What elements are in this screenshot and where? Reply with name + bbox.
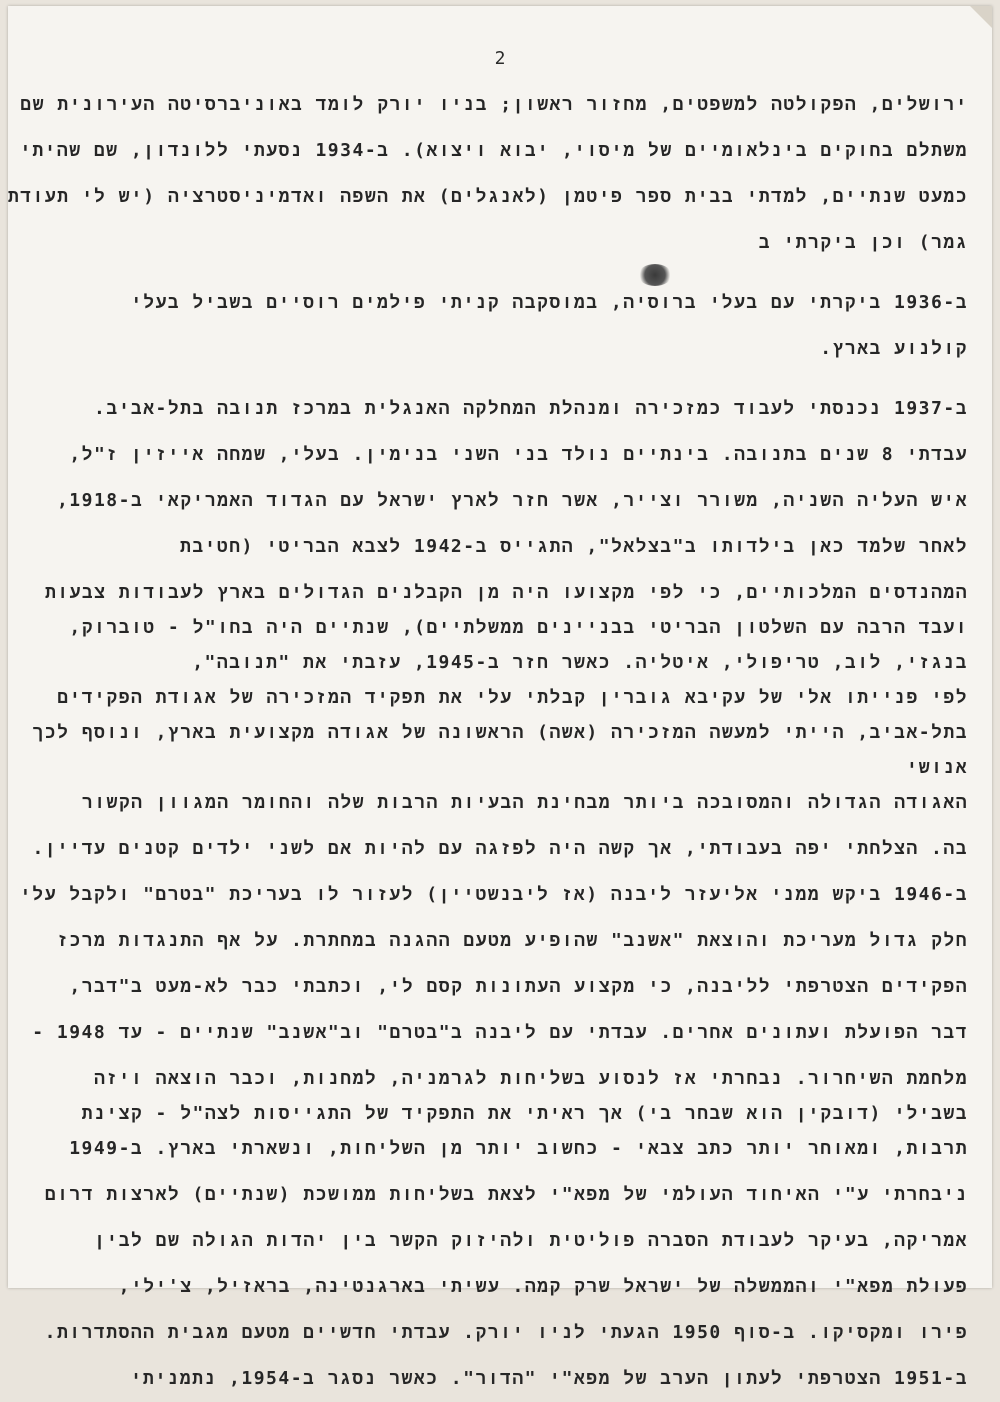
text-line: האגודה הגדולה והמסובכה ביותר מבחינת הבעיות הרבות שלה והחומר המגוון הקשור <box>81 792 968 813</box>
text-line: ב-1936 ביקרתי עם בעלי ברוסיה, במוסקבה קניתי פילמים רוסיים בשביל בעלי <box>130 292 968 313</box>
text-line: כמעט שנתיים, למדתי בבית ספר פיטמן (לאנגלים) את השפה ואדמיניסטרציה (יש לי תעודת <box>7 186 968 207</box>
page-number: 2 <box>494 48 506 69</box>
document-page <box>7 6 992 1389</box>
text-line: ב-1937 נכנסתי לעבוד כמזכירה ומנהלת המחלקה האנגלית במרכז תנובה בתל-אביב. <box>93 398 968 419</box>
text-line: עבדתי 8 שנים בתנובה. בינתיים נולד בני השני בנימין. בעלי, שמחה אייזין ז"ל, <box>69 444 968 465</box>
handwritten-insertion: אנושי <box>906 757 968 778</box>
text-line: איש העליה השניה, משורר וצייר, אשר חזר לארץ ישראל עם הגדוד האמריקאי ב-1918, <box>56 490 968 511</box>
page-corner-fold <box>970 6 992 28</box>
text-line: ב-1951 הצטרפתי לעתון הערב של מפא"י "הדור". כאשר נסגר ב-1954, נתמניתי <box>130 1368 968 1389</box>
text-line: המהנדסים המלכותיים, כי לפי מקצועו היה מן הקבלנים הגדולים בארץ לעבודות צבעות <box>44 582 968 603</box>
text-line: פעולת מפא"י והממשלה של ישראל שרק קמה. עשיתי בארגנטינה, בראזיל, צ'ילי, <box>118 1276 968 1297</box>
text-line: ירושלים, הפקולטה למשפטים, מחזור ראשון; בניו יורק לומד באוניברסיטה העירונית שם <box>20 94 968 115</box>
text-line: ב-1946 ביקש ממני אליעזר ליבנה (אז ליבנשטיין) לעזור לו בעריכת "בטרם" ולקבל עלי <box>20 884 968 905</box>
text-line: בשבילי (דובקין הוא שבחר בי) אך ראיתי את התפקיד של התגייסות לצה"ל - קצינת <box>81 1103 968 1124</box>
text-line: בתל-אביב, הייתי למעשה המזכירה (אשה) הראשונה של אגודה מקצועית בארץ, ונוסף לכך <box>32 722 968 743</box>
typed-text-body <box>7 82 968 1402</box>
text-line: ניבחרתי ע"י האיחוד העולמי של מפא"י לצאת בשליחות ממושכת (שנתיים) לארצות דרום <box>44 1184 968 1205</box>
text-line: לפי פנייתו אלי של עקיבא גוברין קבלתי עלי את תפקיד המזכירה של אגודת הפקידים <box>57 687 968 708</box>
text-line: פירו ומקסיקו. ב-סוף 1950 הגעתי לניו יורק. עבדתי חדשיים מטעם מגבית ההסתדרות. <box>44 1322 968 1343</box>
text-line: גמר) וכן ביקרתי ב <box>758 232 968 253</box>
text-line: משתלם בחוקים בינלאומיים של מיסוי, יבוא ויצוא). ב-1934 נסעתי ללונדון, שם שהיתי <box>20 140 968 161</box>
text-line: דבר הפועלת ועתונים אחרים. עבדתי עם ליבנה ב"בטרם" וב"אשנב" שנתיים - עד 1948 - <box>32 1022 968 1043</box>
text-line: קולנוע בארץ. <box>820 338 968 359</box>
text-line: בה. הצלחתי יפה בעבודתי, אך קשה היה לפזגה עם להיות אם לשני ילדים קטנים עדיין. <box>32 838 968 859</box>
text-line: תרבות, ומאוחר יותר כתב צבאי - כחשוב יותר מן השליחות, ונשארתי בארץ. ב-1949 <box>69 1138 968 1159</box>
text-line: אמריקה, בעיקר לעבודת הסברה פוליטית ולהיזוק הקשר בין יהדות הגולה שם לבין <box>94 1230 968 1251</box>
text-line: ועבד הרבה עם השלטון הבריטי בבניינים ממשלתיים), שנתיים היה בחו"ל - טוברוק, <box>69 617 968 638</box>
text-line: בנגזי, לוב, טריפולי, איטליה. כאשר חזר ב-1945, עזבתי את "תנובה", <box>192 652 968 673</box>
text-line: מלחמת השיחרור. נבחרתי אז לנסוע בשליחות לגרמניה, למחנות, וכבר הוצאה ויזה <box>94 1068 968 1089</box>
text-line: לאחר שלמד כאן בילדותו ב"בצלאל", התגייס ב-1942 לצבא הבריטי (חטיבת <box>180 536 968 557</box>
text-line: הפקידים הצטרפתי לליבנה, כי מקצוע העתונות קסם לי, וכתבתי כבר לא-מעט ב"דבר, <box>69 976 968 997</box>
text-line: חלק גדול מעריכת והוצאת "אשנב" שהופיע מטעם ההגנה במחתרת. על אף התנגדות מרכז <box>57 930 968 951</box>
